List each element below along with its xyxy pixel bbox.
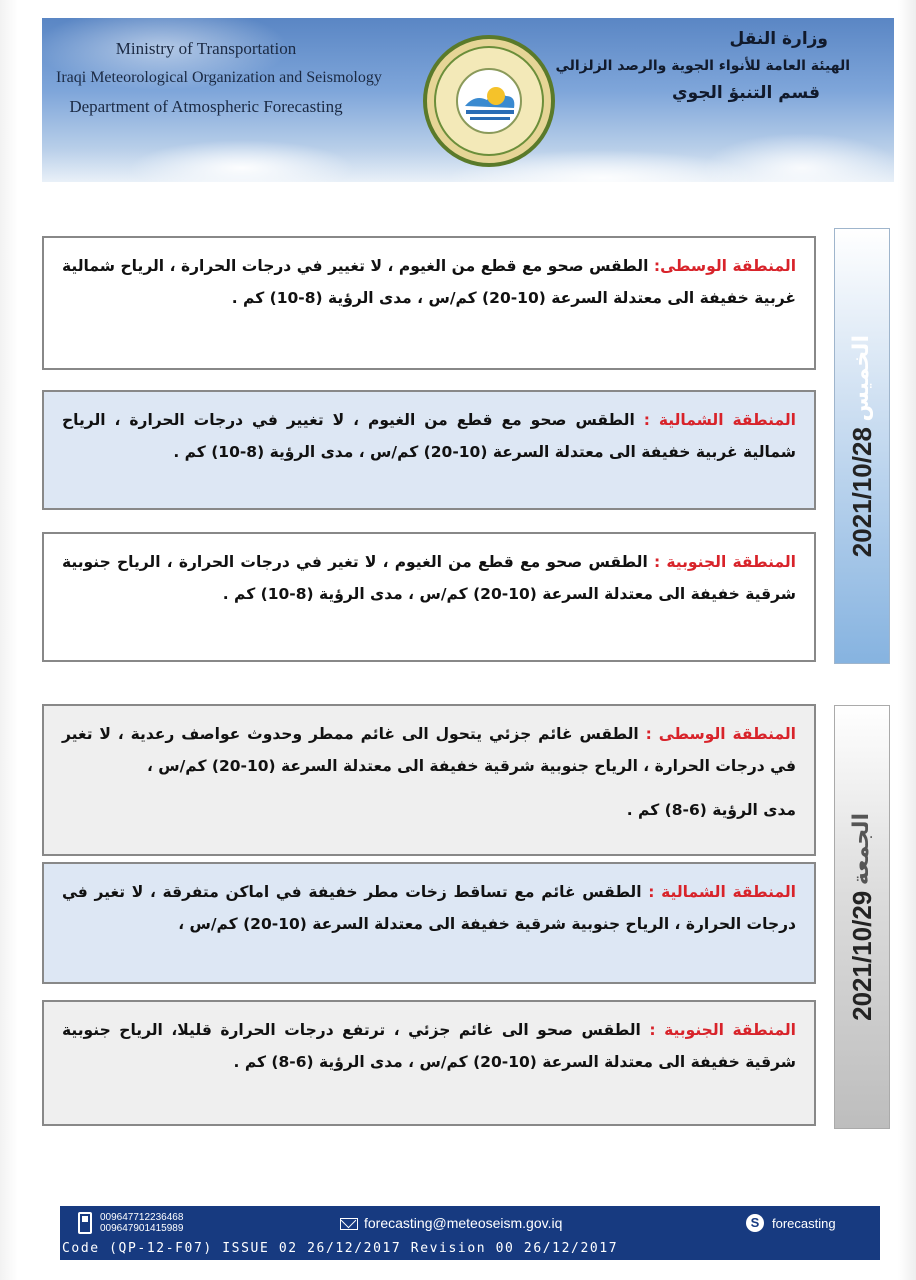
forecast-text: الطقس صحو مع قطع من الغيوم ، لا تغيير في درجات الحرارة ، الرياح شمالية غربية خفيفة الى معتدلة السرعة (10-20) كم/س ، مدى الرؤية (8-10) كم . — [62, 257, 796, 307]
header-english-block — [56, 34, 382, 121]
footer-bar — [60, 1206, 880, 1260]
forecast-text: الطقس صحو مع قطع من الغيوم ، لا تغيير في درجات الحرارة ، الرياح شمالية غربية خفيفة الى معتدلة السرعة (10-20) كم/س ، مدى الرؤية (8-10) كم . — [62, 411, 796, 461]
region-label: المنطقة الوسطى : — [645, 725, 796, 743]
mail-icon — [340, 1218, 358, 1230]
day-label-text — [847, 813, 878, 1021]
department-name-ar: قسم التنبؤ الجوي — [672, 83, 820, 103]
forecast-box-south-day1 — [42, 532, 816, 662]
region-label: المنطقة الوسطى: — [653, 257, 797, 275]
document-code: Code (QP-12-F07) ISSUE 02 26/12/2017 Revision 00 26/12/2017 — [62, 1241, 619, 1256]
day-label-friday — [834, 705, 890, 1129]
phone-icon — [78, 1212, 92, 1234]
header-arabic-block — [555, 26, 850, 107]
ministry-name-ar: وزارة النقل — [729, 29, 828, 49]
forecast-box-north-day1 — [42, 390, 816, 510]
day-name: الجمعة — [848, 813, 874, 886]
ministry-name-en: Ministry of Transportation — [115, 39, 297, 58]
forecast-box-central-day2 — [42, 704, 816, 856]
forecast-text: الطقس غائم مع تساقط زخات مطر خفيفة في اماكن متفرقة ، لا تغير في درجات الحرارة ، الرياح جنوبية شرقية خفيفة الى معتدلة السرعة (10-20) كم/س ، — [62, 883, 796, 933]
department-name-en: Department of Atmospheric Forecasting — [69, 97, 343, 116]
forecast-text: الطقس صحو مع قطع من الغيوم ، لا تغير في درجات الحرارة ، الرياح جنوبية شرقية خفيفة الى معتدلة السرعة (10-20) كم/س ، مدى الرؤية (8-10) كم . — [62, 553, 796, 603]
phone-number-2: 009647901415989 — [100, 1223, 184, 1234]
phone-numbers — [100, 1212, 183, 1234]
header-banner — [42, 18, 894, 182]
forecast-box-north-day2 — [42, 862, 816, 984]
organization-name-ar: الهيئة العامة للأنواء الجوية والرصد الزلزالي — [555, 58, 850, 74]
forecast-text: الطقس صحو الى غائم جزئي ، ترتفع درجات الحرارة قليلا، الرياح جنوبية شرقية خفيفة الى معتدلة السرعة (10-20) كم/س ، مدى الرؤية (6-8) كم . — [62, 1021, 796, 1071]
skype-handle: forecasting — [772, 1216, 836, 1231]
forecast-box-central-day1 — [42, 236, 816, 370]
region-label: المنطقة الجنوبية : — [649, 1021, 796, 1039]
day-label-thursday — [834, 228, 890, 664]
region-label: المنطقة الشمالية : — [648, 883, 796, 901]
phone-number-1: 009647712236468 — [100, 1212, 184, 1223]
region-label: المنطقة الجنوبية : — [653, 553, 796, 571]
forecast-visibility-line: مدى الرؤية (6-8) كم . — [626, 801, 796, 819]
forecast-box-south-day2 — [42, 1000, 816, 1126]
day-label-text — [847, 335, 878, 557]
day-date: 2021/10/28 — [846, 426, 877, 558]
region-label: المنطقة الشمالية : — [643, 411, 796, 429]
skype-icon: S — [746, 1214, 764, 1232]
email-address: forecasting@meteoseism.gov.iq — [364, 1215, 563, 1231]
organization-logo-icon — [420, 32, 558, 170]
day-name: الخميس — [848, 334, 874, 422]
organization-name-en: Iraqi Meteorological Organization and Seismology — [56, 69, 382, 86]
forecast-text: الطقس غائم جزئي يتحول الى غائم ممطر وحدوث عواصف رعدية ، لا تغير في درجات الحرارة ، الرياح جنوبية شرقية خفيفة الى معتدلة السرعة (10-20) كم/س ، — [62, 725, 796, 775]
day-date: 2021/10/29 — [846, 890, 877, 1021]
